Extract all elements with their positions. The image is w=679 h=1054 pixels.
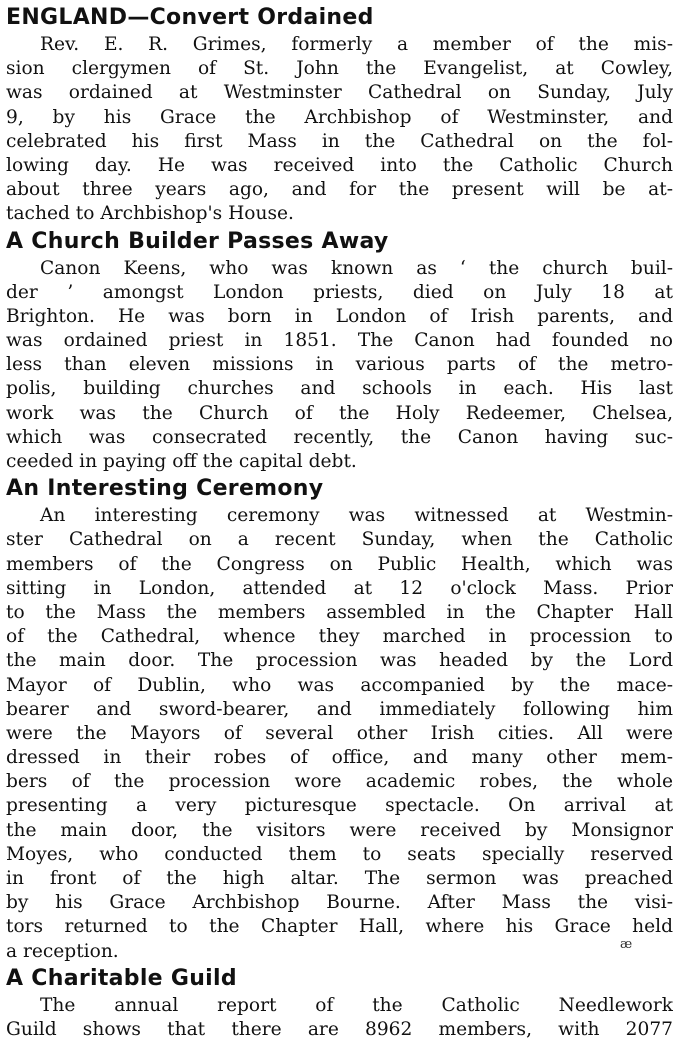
body-line: a reception. <box>6 940 119 962</box>
body-line: 9, by his Grace the Archbishop of Westminster, and <box>6 106 673 128</box>
body-line: dressed in their robes of office, and many other mem- <box>6 747 673 769</box>
body-line: by his Grace Archbishop Bourne. After Mass the visi- <box>6 892 673 914</box>
article-headline: ENGLAND—Convert Ordained <box>6 5 374 30</box>
body-line: the main door. The procession was headed by the Lord <box>6 650 673 672</box>
body-line: bearer and sword-bearer, and immediately following him <box>6 698 673 720</box>
body-line: in front of the high altar. The sermon was preached <box>6 868 673 889</box>
body-line: the main door, the visitors were received by Monsignor <box>6 819 673 841</box>
body-line: about three years ago, and for the present will be at- <box>6 179 673 201</box>
article-interesting-ceremony <box>6 474 673 964</box>
body-line: The annual report of the Catholic Needlework <box>40 994 673 1016</box>
body-line: Moyes, who conducted them to seats specially reserved <box>6 843 673 865</box>
body-line: der ’ amongst London priests, died on July 18 at <box>6 281 673 303</box>
body-line: was ordained priest in 1851. The Canon had founded no <box>6 330 673 352</box>
body-line: bers of the procession wore academic robes, the whole <box>6 771 673 793</box>
body-line: ceeded in paying off the capital debt. <box>6 451 357 472</box>
body-line: polis, building churches and schools in each. His last <box>6 378 673 400</box>
body-line: Mayor of Dublin, who was accompanied by the mace- <box>6 674 673 696</box>
article-charitable-guild <box>6 964 673 1042</box>
body-line: members of the Congress on Public Health, which was <box>6 553 673 575</box>
body-line: less than eleven missions in various parts of the metro- <box>6 354 673 376</box>
body-line: was ordained at Westminster Cathedral on Sunday, July <box>6 82 673 104</box>
body-line: which was consecrated recently, the Canon having suc- <box>6 426 673 448</box>
stray-print-mark: æ <box>620 937 633 952</box>
body-line: work was the Church of the Holy Redeemer, Chelsea, <box>6 402 673 424</box>
article-church-builder <box>6 227 673 475</box>
body-line: tors returned to the Chapter Hall, where his Grace held <box>6 916 673 938</box>
body-line: lowing day. He was received into the Catholic Church <box>6 154 673 176</box>
body-line: Canon Keens, who was known as ‘ the church buil- <box>40 257 673 279</box>
article-headline: A Church Builder Passes Away <box>6 228 389 254</box>
body-line: Guild shows that there are 8962 members, with 2077 <box>6 1018 673 1040</box>
body-line: Brighton. He was born in London of Irish parents, and <box>6 305 673 327</box>
article-headline: An Interesting Ceremony <box>6 476 324 502</box>
body-line: were the Mayors of several other Irish cities. All were <box>6 722 673 744</box>
body-line: tached to Archbishop's House. <box>6 203 294 225</box>
body-line: An interesting ceremony was witnessed at Westmin- <box>40 505 673 527</box>
body-line: Rev. E. R. Grimes, formerly a member of the mis- <box>40 34 673 55</box>
body-line: of the Cathedral, whence they marched in procession to <box>6 626 673 648</box>
article-headline: A Charitable Guild <box>6 965 237 991</box>
body-line: to the Mass the members assembled in the Chapter Hall <box>6 601 673 623</box>
article-convert-ordained <box>6 3 673 227</box>
body-line: sitting in London, attended at 12 o'clock Mass. Prior <box>6 577 673 599</box>
body-line: presenting a very picturesque spectacle. On arrival at <box>6 795 673 817</box>
body-line: ster Cathedral on a recent Sunday, when the Catholic <box>6 529 673 551</box>
body-line: celebrated his first Mass in the Cathedral on the fol- <box>6 130 673 152</box>
body-line: sion clergymen of St. John the Evangelist, at Cowley, <box>6 58 673 80</box>
